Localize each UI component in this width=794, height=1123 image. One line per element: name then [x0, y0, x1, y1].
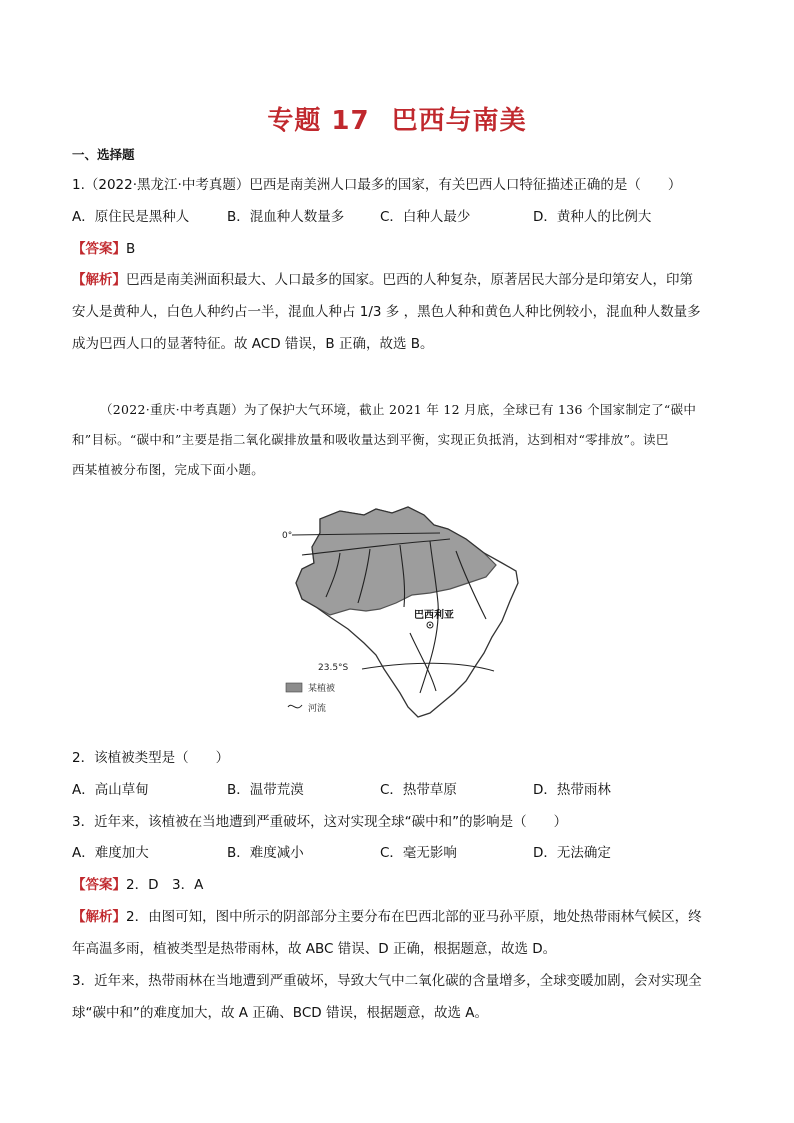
- q23-analysis-line-3: 3．近年来，热带雨林在当地遭到严重破坏，导致大气中二氧化碳的含量增多，全球变暖加剧，会对实现全: [72, 973, 702, 989]
- q1-answer: [72, 239, 732, 259]
- equator-label: 0°: [282, 531, 293, 541]
- q1-analysis-line-1: 【解析】巴西是南美洲面积最大、人口最多的国家。巴西的人种复杂，原著居民大部分是印第安人，印第: [72, 272, 693, 288]
- q23-analysis-line-2: 年高温多雨，植被类型是热带雨林，故 ABC 错误、D 正确，根据题意，故选 D。: [72, 941, 557, 957]
- passage-line-3: 西某植被分布图，完成下面小题。: [72, 462, 265, 477]
- analysis-label: 【解析】: [72, 272, 126, 288]
- q2-option-a: A．高山草甸: [72, 782, 149, 798]
- q1-option-a: A．原住民是黑种人: [72, 209, 190, 225]
- legend-vegetation-label: 某植被: [308, 684, 336, 694]
- answer-value: B: [126, 241, 136, 257]
- q1-options: [72, 207, 732, 227]
- page-title: [0, 100, 794, 137]
- q3-options: [72, 843, 732, 863]
- q2-option-b: B．温带荒漠: [227, 782, 304, 798]
- title-topic-number: 专题 17: [267, 106, 370, 136]
- analysis-label: 【解析】: [72, 909, 126, 925]
- legend-river-icon: [288, 705, 302, 708]
- title-topic-name: 巴西与南美: [391, 106, 527, 136]
- q1-stem: 1.（2022·黑龙江·中考真题）巴西是南美洲人口最多的国家，有关巴西人口特征描述正确的是（ ）: [72, 177, 682, 193]
- q3-option-b: B．难度减小: [227, 845, 304, 861]
- q1-analysis-line-2: 安人是黄种人，白色人种约占一半，混血人种占 1/3 多 ，黑色人种和黄色人种比例较小，混血种人数量多: [72, 304, 701, 320]
- passage-line-2: 和”目标。“碳中和”主要是指二氧化碳排放量和吸收量达到平衡，实现正负抵消，达到相对“零排放”。读巴: [72, 432, 669, 447]
- q2-option-d: D．热带雨林: [533, 782, 611, 798]
- q23-analysis-line-4: 球“碳中和”的难度加大，故 A 正确、BCD 错误，根据题意，故选 A。: [72, 1005, 488, 1021]
- q23-analysis-line-1: 【解析】2．由图可知，图中所示的阴部部分主要分布在巴西北部的亚马孙平原，地处热带雨林气候区，终: [72, 909, 702, 925]
- legend-vegetation-swatch: [286, 683, 302, 692]
- tropic-label: 23.5°S: [318, 663, 349, 673]
- q2-option-c: C．热带草原: [380, 782, 457, 798]
- capital-label: 巴西利亚: [414, 610, 454, 621]
- q3-option-d: D．无法确定: [533, 845, 611, 861]
- q2-stem: 2．该植被类型是（ ）: [72, 750, 230, 766]
- q1-option-c: C．白种人最少: [380, 209, 471, 225]
- answer-label: 【答案】: [72, 241, 126, 257]
- legend-river-label: 河流: [308, 704, 327, 714]
- answer-label: 【答案】: [72, 877, 126, 893]
- q23-answer: [72, 875, 732, 895]
- q1-option-b: B．混血种人数量多: [227, 209, 345, 225]
- q2-options: [72, 780, 732, 800]
- answer-value: 2．D 3．A: [126, 877, 204, 893]
- q3-stem: 3．近年来，该植被在当地遭到严重破坏，这对实现全球“碳中和”的影响是（ ）: [72, 814, 568, 830]
- brazil-vegetation-map: [280, 503, 525, 728]
- q1-option-d: D．黄种人的比例大: [533, 209, 652, 225]
- q3-option-a: A．难度加大: [72, 845, 149, 861]
- section-heading: 一、选择题: [72, 147, 135, 162]
- q3-option-c: C．毫无影响: [380, 845, 457, 861]
- q1-analysis-line-3: 成为巴西人口的显著特征。故 ACD 错误，B 正确，故选 B。: [72, 336, 434, 352]
- passage-line-1: （2022·重庆·中考真题）为了保护大气环境，截止 2021 年 12 月底，全球已有 136 个国家制定了“碳中: [100, 402, 697, 417]
